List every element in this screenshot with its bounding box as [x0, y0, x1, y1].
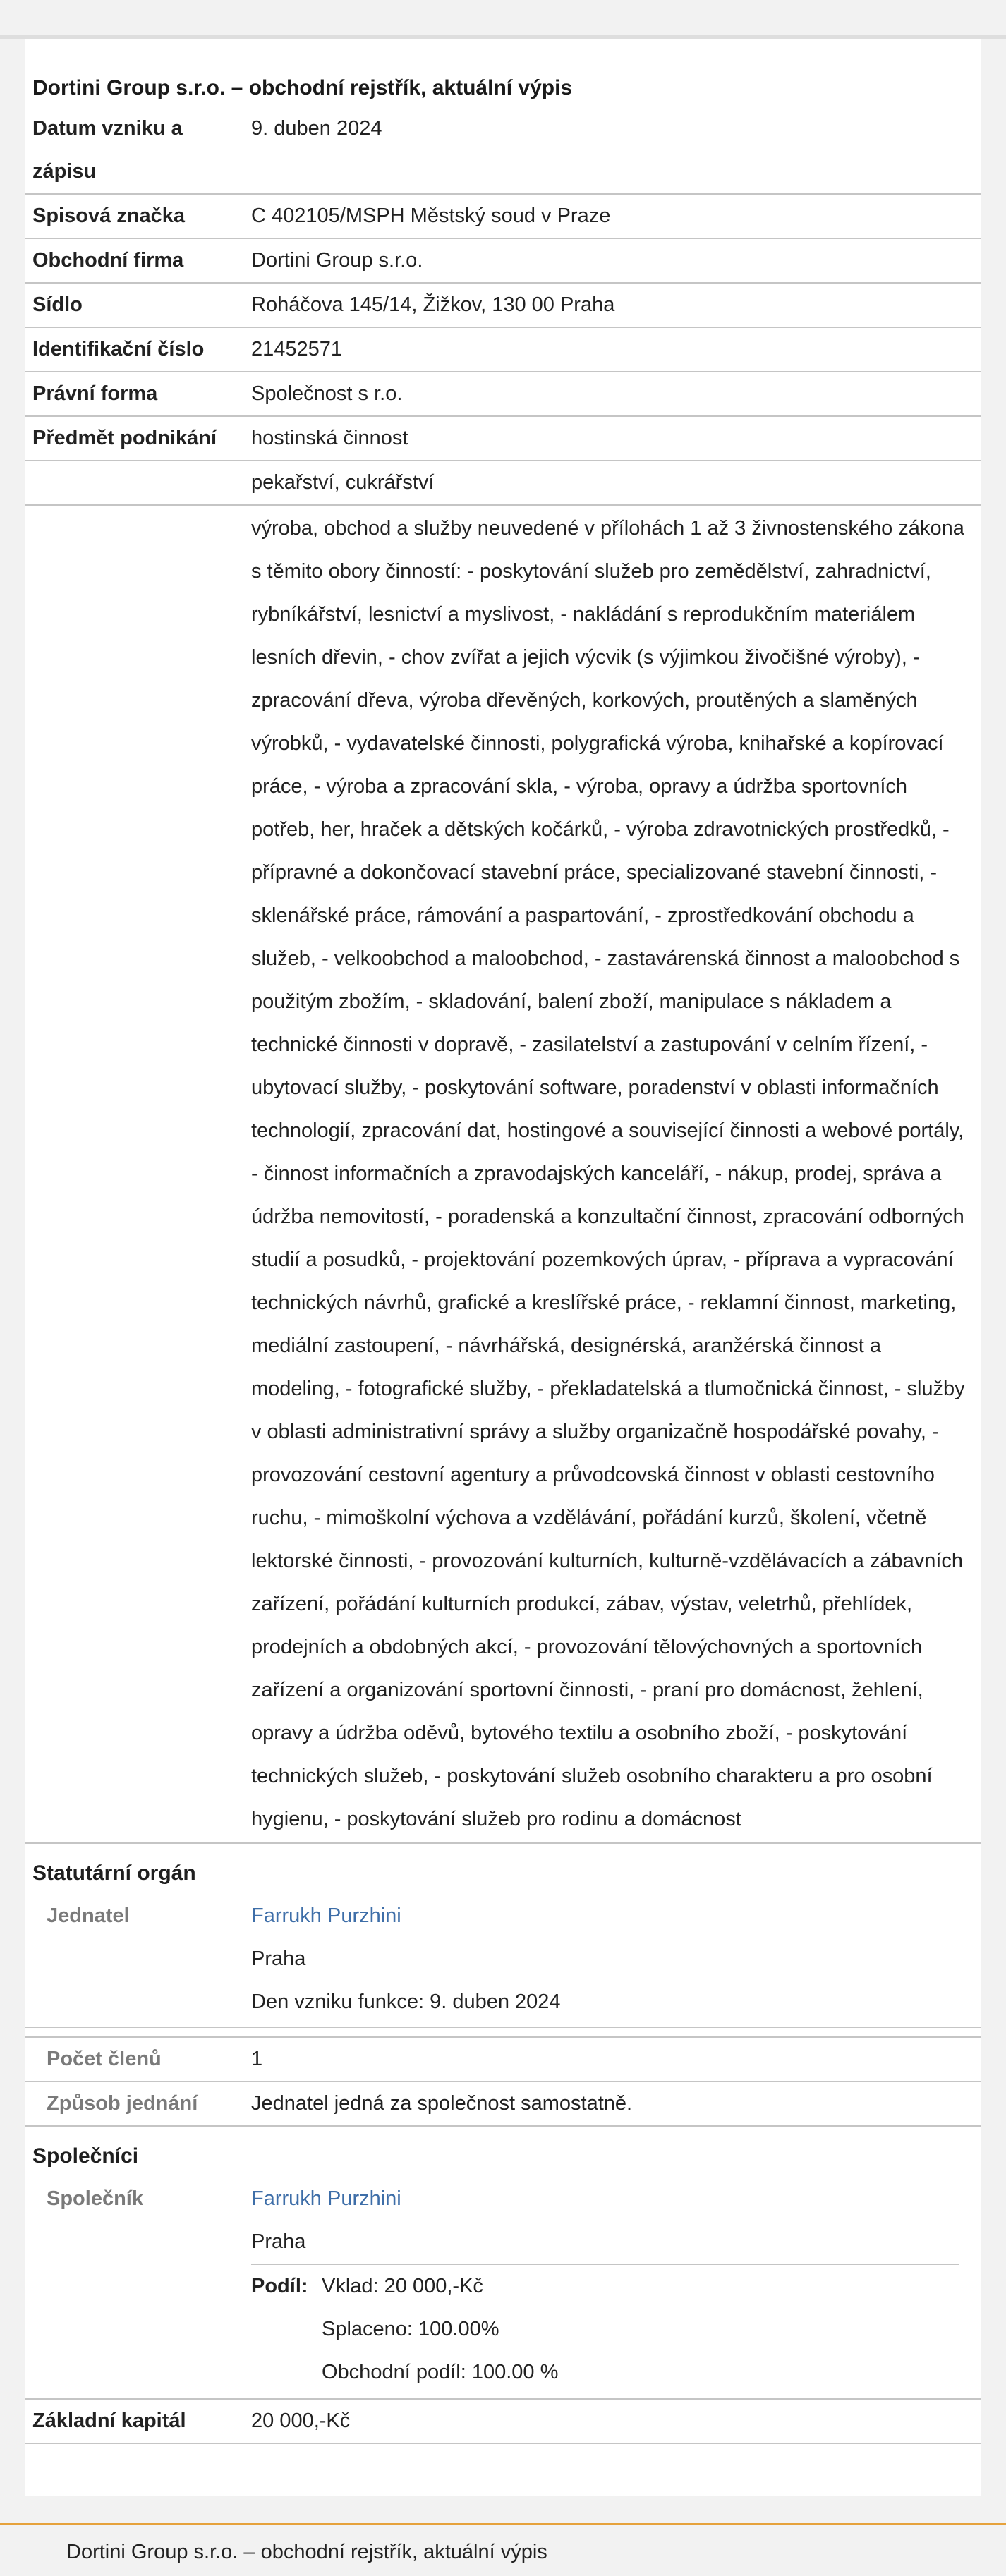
label-zpusob-jednani: Způsob jednání — [47, 2092, 198, 2115]
label-zakladni-kapital: Základní kapitál — [32, 2410, 186, 2432]
label-ico: Identifikační číslo — [32, 338, 205, 360]
label-spisova-znacka: Spisová značka — [32, 205, 185, 227]
spolecnik-block — [251, 2177, 981, 2394]
label-pocet-clenu: Počet členů — [47, 2048, 162, 2070]
jednatel-city: Praha — [251, 1948, 306, 1970]
section-statutarni-organ: Statutární orgán — [32, 1861, 196, 1885]
label-datum-vzniku: Datum vzniku a zápisu — [32, 117, 183, 183]
row-spisova-znacka — [25, 195, 981, 239]
row-predmet-3 — [25, 506, 981, 1844]
label-pravni-forma: Právní forma — [32, 382, 158, 405]
row-predmet-1 — [25, 417, 981, 461]
value-obchodni-firma: Dortini Group s.r.o. — [251, 249, 423, 272]
podil-box — [251, 2264, 959, 2394]
register-extract — [25, 39, 981, 2444]
label-sidlo: Sídlo — [32, 293, 83, 316]
section-spolecnici: Společníci — [32, 2144, 139, 2168]
row-predmet-2 — [25, 461, 981, 506]
podil-obchodni-line — [251, 2351, 959, 2394]
value-zpusob-jednani: Jednatel jedná za společnost samostatně. — [251, 2092, 633, 2115]
predmet-item: výroba, obchod a služby neuvedené v přílohách 1 až 3 živnostenského zákona s těmito obory činností: - poskytování služeb pro zemědělství, zahradnictví, rybníkářství, lesnictví a myslivost, - nakládání s reprodukčním materiálem lesních dřevin, - chov zvířat a jejich výcvik (s výjimkou živočišné výroby), - zpracování dřeva, výroba dřevěných, korkových, proutěných a slaměných výrobků, - vydavatelské činnosti, polygrafická výroba, knihařské a kopírovací práce, - výroba a zpracování skla, - výroba, opravy a údržba sportovních potřeb, her, hraček a dětských kočárků, - výroba zdravotnických prostředků, - přípravné a dokončovací stavební práce, specializované stavební činnosti, - sklenářské práce, rámování a paspartování, - zprostředkování obchodu a služeb, - velkoobchod a maloobchod, - zastavárenská činnost a maloobchod s použitým zbožím, - skladování, balení zboží, manipulace s nákladem a technické činnosti v dopravě, - zasilatelství a zastupování v celním řízení, - ubytovací služby, - poskytování software, poradenství v oblasti informačních technologií, zpracování dat, hostingové a související činnosti a webové portály, - činnost informačních a zpravodajských kanceláří, - nákup, prodej, správa a údržba nemovitostí, - poradenská a konzultační činnost, zpracování odborných studií a posudků, - projektování pozemkových úprav, - příprava a vypracování technických návrhů, grafické a kreslířské práce, - reklamní činnost, marketing, mediální zastoupení, - návrhářská, designérská, aranžérská činnost a modeling, - fotografické služby, - překladatelská a tlumočnická činnost, - služby v oblasti administrativní správy a služby organizačně hospodářské povahy, - provozování cestovní agentury a průvodcovská činnost v oblasti cestovního ruchu, - mimoškolní výchova a vzdělávání, pořádání kurzů, školení, včetně lektorské činnosti, - provozování kulturních, kulturně-vzdělávacích a zábavních zařízení, pořádání kulturních produkcí, zábav, výstav, veletrhů, přehlídek, prodejních a obdobných akcí, - provozování tělovýchovných a sportovních zařízení a organizování sportovní činnosti, - praní pro domácnost, žehlení, opravy a údržba oděvů, bytového textilu a osobního zboží, - poskytování technických služeb, - poskytování služeb osobního charakteru a pro osobní hygienu, - poskytování služeb pro rodinu a domácnost — [251, 517, 965, 1830]
value-zakladni-kapital: 20 000,-Kč — [251, 2410, 351, 2432]
spolecnik-city: Praha — [251, 2230, 306, 2253]
value-spisova-znacka: C 402105/MSPH Městský soud v Praze — [251, 205, 611, 227]
predmet-item: pekařství, cukrářství — [251, 471, 435, 494]
label-spolecnik: Společník — [47, 2187, 143, 2210]
jednatel-block — [251, 1895, 981, 2024]
row-pocet-clenu — [25, 2036, 981, 2082]
label-jednatel: Jednatel — [47, 1904, 130, 1927]
row-obchodni-firma — [25, 239, 981, 284]
row-ico — [25, 328, 981, 372]
podil-splaceno-line — [251, 2308, 959, 2351]
value-ico: 21452571 — [251, 338, 343, 360]
value-datum-vzniku: 9. duben 2024 — [251, 117, 382, 140]
value-sidlo: Roháčova 145/14, Žižkov, 130 00 Praha — [251, 293, 615, 316]
footer-rule — [0, 2523, 1006, 2525]
footer-title: Dortini Group s.r.o. – obchodní rejstřík, aktuální výpis — [66, 2541, 547, 2563]
value-pocet-clenu: 1 — [251, 2048, 263, 2070]
label-predmet-podnikani: Předmět podnikání — [32, 427, 217, 449]
row-datum-vzniku — [25, 107, 981, 195]
page-title: Dortini Group s.r.o. – obchodní rejstřík, aktuální výpis — [32, 76, 573, 99]
spolecnik-name-link[interactable]: Farrukh Purzhini — [251, 2187, 401, 2210]
row-sidlo — [25, 284, 981, 328]
podil-obchodni: Obchodní podíl: 100.00 % — [322, 2361, 559, 2383]
podil-vklad-line — [251, 2265, 959, 2308]
row-spolecnik — [25, 2177, 981, 2400]
value-pravni-forma: Společnost s r.o. — [251, 382, 403, 405]
jednatel-name-link[interactable]: Farrukh Purzhini — [251, 1904, 401, 1927]
podil-label: Podíl: — [251, 2275, 308, 2297]
label-obchodni-firma: Obchodní firma — [32, 249, 184, 272]
row-zakladni-kapital — [25, 2398, 981, 2444]
row-zpusob-jednani — [25, 2082, 981, 2127]
predmet-item: hostinská činnost — [251, 427, 408, 449]
register-extract-card — [25, 39, 981, 2496]
podil-splaceno: Splaceno: 100.00% — [322, 2318, 499, 2340]
jednatel-since: Den vzniku funkce: 9. duben 2024 — [251, 1991, 561, 2013]
row-pravni-forma — [25, 372, 981, 417]
row-jednatel — [25, 1895, 981, 2028]
podil-vklad: Vklad: 20 000,-Kč — [322, 2275, 483, 2297]
